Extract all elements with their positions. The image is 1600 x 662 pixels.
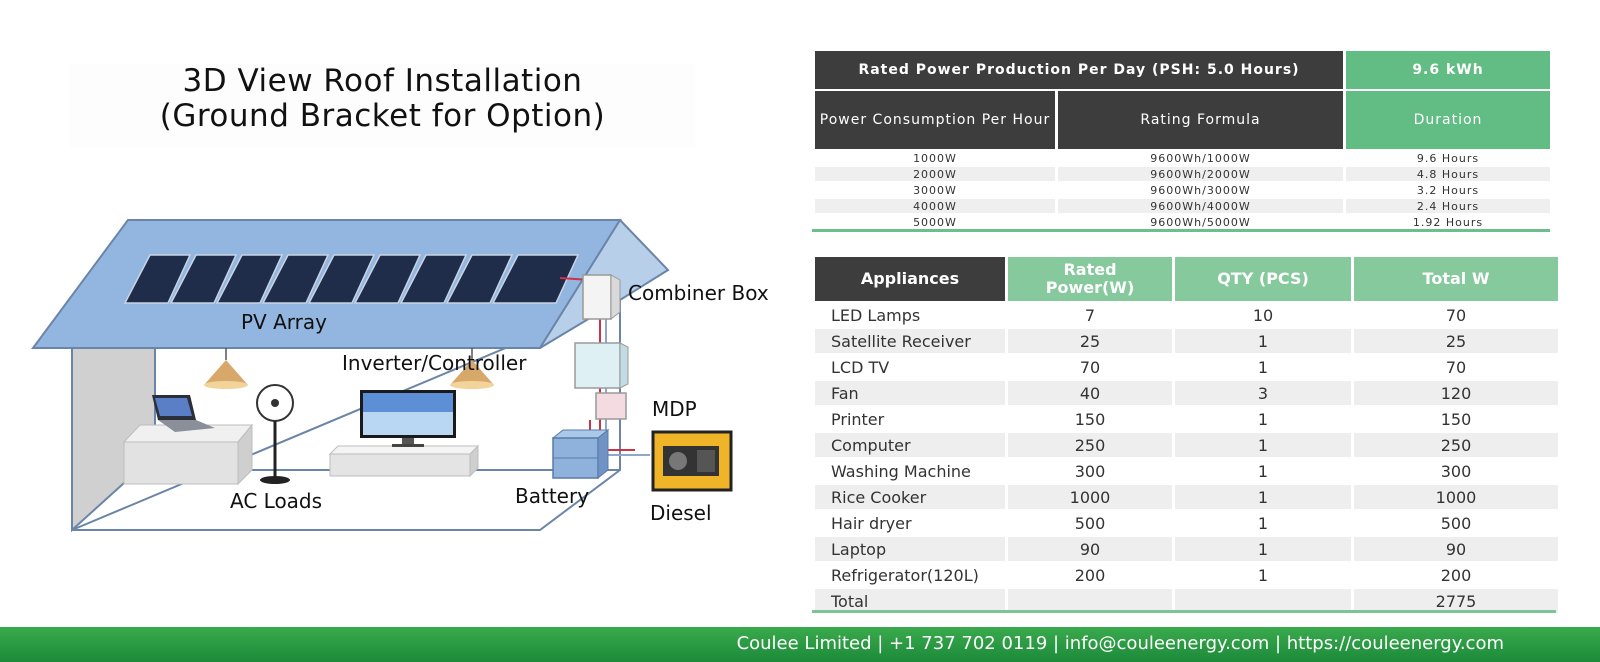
cell-appliance: Washing Machine	[831, 461, 971, 481]
cell-rated-power: 200	[1074, 565, 1106, 585]
contact-footer	[0, 627, 1600, 662]
total-label: Total	[815, 589, 1005, 613]
cell-rated-power: 7	[1084, 305, 1096, 325]
cell-qty: 10	[1252, 305, 1274, 325]
house-installation-diagram	[0, 0, 800, 620]
cell-appliance: LCD TV	[831, 357, 890, 377]
cell-total: 120	[1354, 381, 1558, 405]
col-total-w: Total W	[1354, 257, 1558, 301]
production-row	[815, 167, 1550, 181]
diesel-generator	[653, 432, 731, 490]
cell-rated-power: 40	[1008, 381, 1172, 405]
col-duration: Duration	[1346, 91, 1550, 149]
label-diesel: Diesel	[650, 501, 712, 525]
cell-rated-power: 90	[1008, 537, 1172, 561]
production-row	[815, 215, 1550, 229]
label-ac-loads: AC Loads	[230, 489, 323, 513]
appliance-row	[815, 485, 1558, 509]
cell-qty: 1	[1257, 461, 1269, 481]
cell-qty: 3	[1175, 381, 1351, 405]
lcd-tv	[360, 390, 456, 447]
total-value: 2775	[1354, 589, 1558, 613]
title-line-1: 3D View Roof Installation	[182, 63, 583, 99]
cell-appliance: Laptop	[815, 537, 1005, 561]
cell-appliance: Rice Cooker	[815, 485, 1005, 509]
cell-rated-power: 1000	[1008, 485, 1172, 509]
label-pv-array: PV Array	[241, 310, 327, 334]
cell-formula: 9600Wh/4000W	[1058, 199, 1343, 213]
cell-qty: 1	[1175, 485, 1351, 509]
appliance-row	[815, 381, 1558, 405]
cell-rated-power: 25	[1008, 329, 1172, 353]
appliance-row	[815, 433, 1558, 457]
cell-duration: 1.92 Hours	[1412, 215, 1484, 229]
cell-duration: 4.8 Hours	[1346, 167, 1550, 181]
title-line-2: (Ground Bracket for Option)	[159, 98, 606, 134]
power-production-table	[812, 49, 1553, 231]
cell-power: 1000W	[913, 151, 957, 165]
cell-total: 500	[1440, 513, 1472, 533]
production-header-row	[815, 51, 1550, 89]
cell-appliance: LED Lamps	[831, 305, 921, 325]
appliance-row	[815, 537, 1558, 561]
cell-qty: 1	[1257, 565, 1269, 585]
inverter-controller	[575, 343, 628, 388]
label-combiner-box: Combiner Box	[628, 281, 769, 305]
cell-total: 150	[1440, 409, 1472, 429]
cell-appliance: Printer	[831, 409, 885, 429]
col-power-consumption: Power Consumption Per Hour	[815, 91, 1055, 149]
ceiling-lamp-left	[204, 348, 248, 389]
cell-power: 4000W	[815, 199, 1055, 213]
cell-total: 200	[1440, 565, 1472, 585]
cell-rated-power: 250	[1008, 433, 1172, 457]
production-column-headers	[815, 91, 1550, 149]
appliances-table	[812, 255, 1561, 615]
cell-rated-power: 300	[1074, 461, 1106, 481]
col-rated-power: Rated Power(W)	[1008, 257, 1172, 301]
cell-appliance: Computer	[815, 433, 1005, 457]
production-label: Rated Power Production Per Day (PSH: 5.0 Hours)	[815, 51, 1343, 89]
mdp-panel	[596, 393, 626, 419]
cell-qty: 1	[1175, 433, 1351, 457]
cell-qty: 1	[1257, 357, 1269, 377]
cell-total: 70	[1445, 305, 1467, 325]
production-row	[815, 183, 1550, 197]
appliance-row	[815, 329, 1558, 353]
cell-rated-power: 150	[1074, 409, 1106, 429]
cell-formula: 9600Wh/5000W	[1150, 215, 1251, 229]
appliance-row	[815, 511, 1558, 535]
footer-contact-text: Coulee Limited | +1 737 702 0119 | info@couleenergy.com | https://couleenergy.com	[736, 633, 1504, 654]
cell-total: 70	[1445, 357, 1467, 377]
desk	[124, 425, 252, 484]
col-qty: QTY (PCS)	[1175, 257, 1351, 301]
col-appliances: Appliances	[815, 257, 1005, 301]
cell-rated-power: 70	[1079, 357, 1101, 377]
cell-total: 300	[1440, 461, 1472, 481]
battery-bank	[553, 430, 608, 478]
cell-duration: 3.2 Hours	[1416, 183, 1480, 197]
production-table-rule	[812, 229, 1550, 232]
cell-appliance: Satellite Receiver	[815, 329, 1005, 353]
production-row	[815, 199, 1550, 213]
cell-power: 5000W	[913, 215, 957, 229]
cell-total: 25	[1354, 329, 1558, 353]
cell-formula: 9600Wh/2000W	[1058, 167, 1343, 181]
cell-qty: 1	[1257, 409, 1269, 429]
label-inverter-controller: Inverter/Controller	[342, 351, 527, 375]
cell-duration: 9.6 Hours	[1416, 151, 1480, 165]
label-battery: Battery	[515, 484, 590, 508]
appliance-row	[815, 407, 1558, 431]
cell-formula: 9600Wh/1000W	[1150, 151, 1251, 165]
production-value: 9.6 kWh	[1346, 51, 1550, 89]
appliances-header-row	[815, 257, 1558, 301]
tv-cabinet	[330, 446, 478, 476]
cell-power: 3000W	[913, 183, 957, 197]
appliances-table-rule	[812, 610, 1556, 613]
cell-power: 2000W	[815, 167, 1055, 181]
cell-duration: 2.4 Hours	[1346, 199, 1550, 213]
cell-total: 250	[1354, 433, 1558, 457]
appliance-row	[815, 459, 1558, 483]
production-row	[815, 151, 1550, 165]
cell-appliance: Hair dryer	[831, 513, 912, 533]
cell-appliance: Fan	[815, 381, 1005, 405]
cell-total: 1000	[1354, 485, 1558, 509]
appliance-row	[815, 303, 1558, 327]
appliance-row	[815, 355, 1558, 379]
cell-formula: 9600Wh/3000W	[1150, 183, 1251, 197]
cell-rated-power: 500	[1074, 513, 1106, 533]
cell-qty: 1	[1257, 513, 1269, 533]
combiner-box	[583, 275, 620, 319]
cell-qty: 1	[1175, 537, 1351, 561]
cell-total: 90	[1354, 537, 1558, 561]
cell-appliance: Refrigerator(120L)	[831, 565, 979, 585]
col-rating-formula: Rating Formula	[1058, 91, 1343, 149]
cell-qty: 1	[1175, 329, 1351, 353]
appliance-row	[815, 563, 1558, 587]
label-mdp: MDP	[652, 397, 697, 421]
